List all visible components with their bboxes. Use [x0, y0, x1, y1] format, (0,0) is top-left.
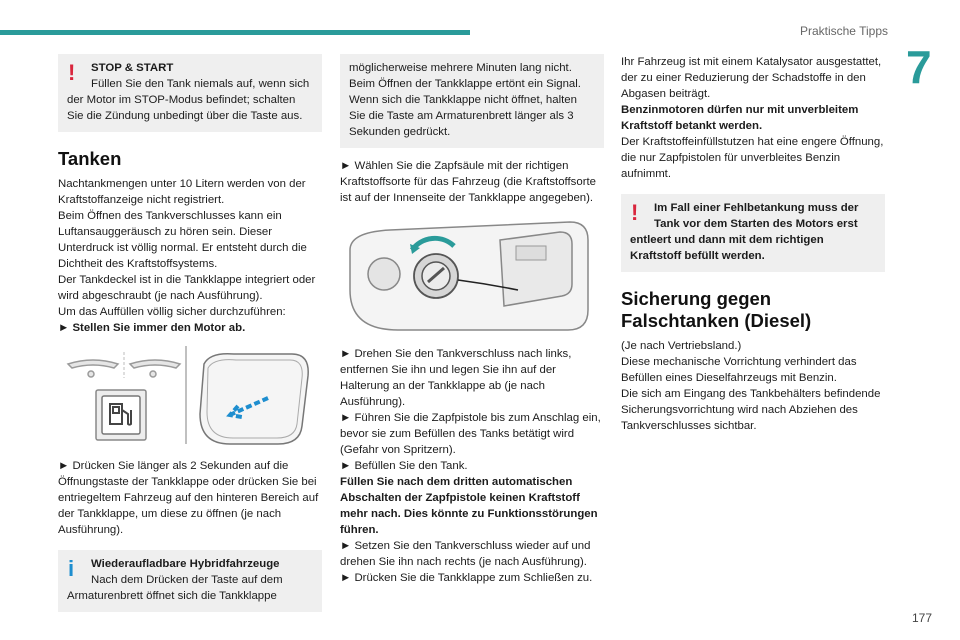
column-3 — [621, 54, 885, 434]
section-heading-misfuel-protection: Sicherung gegen Falschtanken (Diesel) — [621, 288, 812, 331]
bold-paragraph: Benzinmotoren dürfen nur mit unverbleitem Kraftstoff betankt werden. — [621, 104, 859, 132]
step: ► Drücken Sie länger als 2 Sekunden auf die Öffnungstaste der Tankklappe oder drücken Sie bei entriegeltem Fahrzeug auf den hinteren Bereich auf der Tankklappe, um diese zu öffnen (je nach Ausführung). — [58, 460, 319, 536]
info-text-rest: Armaturenbrett öffnet sich die Tankklappe — [67, 590, 277, 602]
paragraph: Der Kraftstoffeinfüllstutzen hat eine engere Öffnung, die nur Zapfpistolen für unverbleites Benzin aufnimmt. — [621, 136, 884, 180]
section-heading-tanken: Tanken — [58, 148, 122, 169]
step: ► Drehen Sie den Tankverschluss nach links, entfernen Sie ihn und legen Sie ihn auf der Halterung an der Tankklappe ab (je nach Ausführung). — [340, 348, 572, 408]
fuel-button-figure — [58, 340, 322, 452]
paragraph: (Je nach Vertriebsland.) — [621, 340, 742, 352]
paragraph: Ihr Fahrzeug ist mit einem Katalysator ausgestattet, der zu einer Reduzierung der Schadstoffe in den Abgasen beiträgt. — [621, 56, 882, 100]
info-title: Wiederaufladbare Hybridfahrzeuge — [91, 558, 280, 570]
page-number: 177 — [911, 611, 932, 625]
warning-text-rest: der Motor im STOP-Modus befindet; schalten Sie die Zündung unbedingt über die Taste aus. — [67, 94, 303, 122]
column-1 — [58, 54, 322, 612]
warning-icon: ! — [68, 60, 76, 85]
warning-icon: ! — [631, 200, 639, 225]
paragraph: Die sich am Eingang des Tankbehälters befindende Sicherungsvorrichtung wird nach Abziehen des Tankverschlusses sichtbar. — [621, 388, 881, 432]
info-continued-text: möglicherweise mehrere Minuten lang nicht. Beim Öffnen der Tankklappe ertönt ein Signal. Wenn sich die Tankklappe nicht öffnet, halten Sie die Taste am Armaturenbrett länger als 3 Sekunden gedrückt. — [349, 62, 581, 138]
warning-text-rest: entleert und dann mit dem richtigen Kraftstoff befüllt werden. — [630, 234, 824, 262]
info-box-continued — [340, 54, 604, 148]
paragraph: Diese mechanische Vorrichtung verhindert das Befüllen eines Dieselfahrzeugs mit Benzin. — [621, 356, 857, 384]
fuel-cap-figure — [340, 210, 604, 338]
warning-title: STOP & START — [91, 62, 174, 74]
warning-box-stop-start — [58, 54, 322, 132]
step: ► Drücken Sie die Tankklappe zum Schließen zu. — [340, 572, 593, 584]
paragraph: Der Tankdeckel ist in die Tankklappe integriert oder wird abgeschraubt (je nach Ausführung). — [58, 274, 316, 302]
step: ► Wählen Sie die Zapfsäule mit der richtigen Kraftstoffsorte für das Fahrzeug (die Kraftstoffsorte ist auf der Innenseite der Tankklappe angegeben). — [340, 160, 596, 204]
running-head: Praktische Tipps — [799, 24, 888, 38]
info-icon: i — [68, 556, 75, 581]
step: ► Befüllen Sie den Tank. — [340, 460, 468, 472]
paragraph: Nachtankmengen unter 10 Litern werden von der Kraftstoffanzeige nicht registriert. — [58, 178, 306, 206]
chapter-number: 7 — [906, 41, 932, 93]
paragraph: Beim Öffnen des Tankverschlusses kann ein Luftansauggeräusch zu hören sein. Dieser Unterdruck ist völlig normal. Er entsteht durch die Dichtheit des Kraftstoffsystems. — [58, 210, 307, 270]
bold-note: Füllen Sie nach dem dritten automatischen Abschalten der Zapfpistole keinen Kraftstoff mehr nach. Dies könnte zu Funktionsstörungen führen. — [340, 476, 598, 536]
step: ► Führen Sie die Zapfpistole bis zum Anschlag ein, bevor sie zum Befüllen des Tanks betätigt wird (Gefahr von Spritzern). — [340, 412, 601, 456]
step-bold: ► Stellen Sie immer den Motor ab. — [58, 322, 246, 334]
column-2 — [340, 54, 604, 586]
warning-text-first: Im Fall einer Fehlbetankung muss der Tank vor dem Starten des Motors erst — [654, 202, 859, 230]
header-accent-bar — [0, 30, 470, 35]
fuel-flap-button-illustration — [58, 340, 322, 452]
info-text-first: Nach dem Drücken der Taste auf dem — [91, 574, 283, 586]
warning-text-first: Füllen Sie den Tank niemals auf, wenn sich — [91, 78, 310, 90]
warning-box-misfuel — [621, 194, 885, 272]
step: ► Setzen Sie den Tankverschluss wieder auf und drehen Sie ihn nach rechts (je nach Ausführung). — [340, 540, 591, 568]
paragraph: Um das Auffüllen völlig sicher durchzuführen: — [58, 306, 286, 318]
fuel-cap-illustration — [340, 210, 604, 338]
info-box-hybrid — [58, 550, 322, 612]
